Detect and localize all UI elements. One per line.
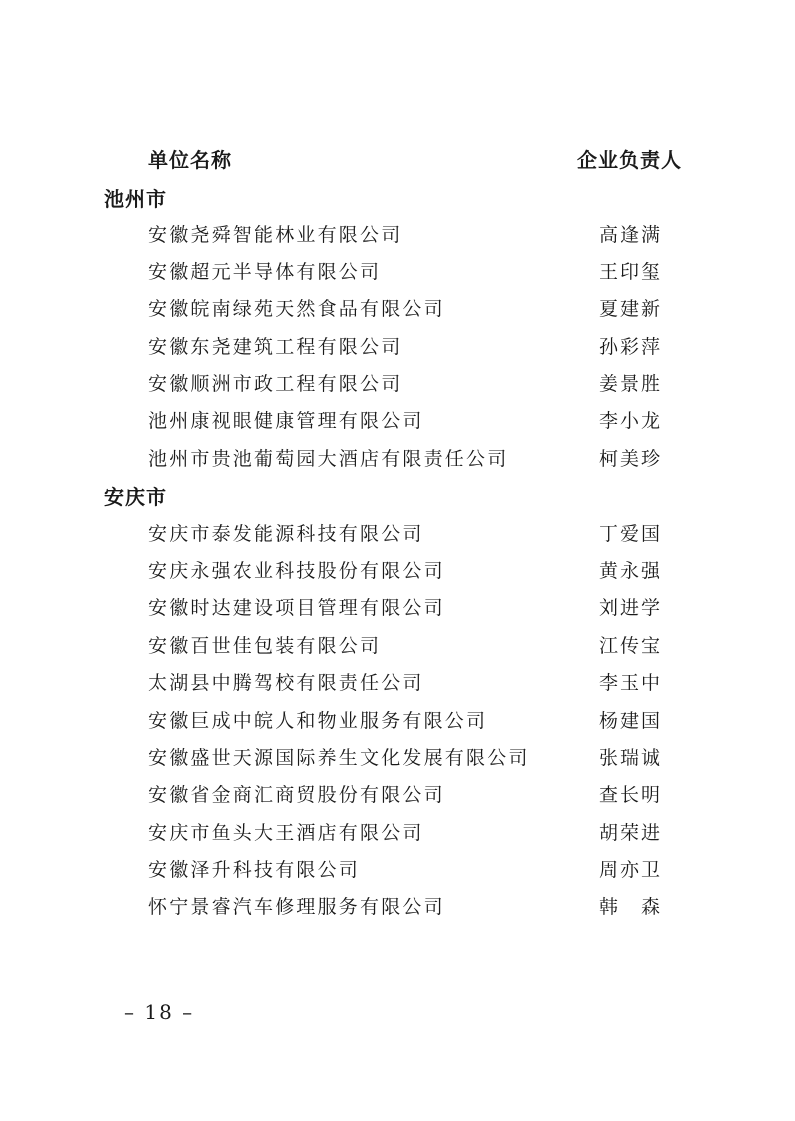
company-name: 安徽省金商汇商贸股份有限公司 xyxy=(148,784,445,806)
city-heading-anqing: 安庆市 xyxy=(104,485,167,509)
person-in-charge: 韩 森 xyxy=(599,896,663,918)
company-name: 安徽泽升科技有限公司 xyxy=(148,859,361,881)
table-row xyxy=(0,893,795,921)
person-in-charge: 孙彩萍 xyxy=(599,336,663,358)
company-name: 安庆永强农业科技股份有限公司 xyxy=(148,560,445,582)
person-in-charge: 丁爱国 xyxy=(599,523,663,545)
company-name: 安徽顺洲市政工程有限公司 xyxy=(148,373,403,395)
table-row xyxy=(0,520,795,548)
table-row xyxy=(0,781,795,809)
person-in-charge: 黄永强 xyxy=(599,560,663,582)
person-in-charge: 查长明 xyxy=(599,784,663,806)
page-number: – 18 – xyxy=(124,1000,195,1024)
table-row xyxy=(0,295,795,323)
table-row xyxy=(0,819,795,847)
person-in-charge: 柯美珍 xyxy=(599,448,663,470)
person-in-charge: 李小龙 xyxy=(599,410,663,432)
person-in-charge: 张瑞诚 xyxy=(599,747,663,769)
column-header-person-in-charge: 企业负责人 xyxy=(577,148,682,172)
person-in-charge: 姜景胜 xyxy=(599,373,663,395)
person-in-charge: 胡荣进 xyxy=(599,822,663,844)
person-in-charge: 江传宝 xyxy=(599,635,663,657)
table-row xyxy=(0,856,795,884)
table-row xyxy=(0,221,795,249)
table-row xyxy=(0,333,795,361)
city-heading-chizhou: 池州市 xyxy=(104,187,167,211)
table-row xyxy=(0,744,795,772)
table-row xyxy=(0,258,795,286)
table-row xyxy=(0,557,795,585)
column-header-unit-name: 单位名称 xyxy=(148,148,232,172)
person-in-charge: 刘进学 xyxy=(599,597,663,619)
table-row xyxy=(0,669,795,697)
table-row xyxy=(0,707,795,735)
company-name: 安徽东尧建筑工程有限公司 xyxy=(148,336,403,358)
person-in-charge: 杨建国 xyxy=(599,710,663,732)
company-name: 怀宁景睿汽车修理服务有限公司 xyxy=(148,896,445,918)
company-name: 安庆市泰发能源科技有限公司 xyxy=(148,523,424,545)
table-row xyxy=(0,632,795,660)
table-row xyxy=(0,370,795,398)
person-in-charge: 高逢满 xyxy=(599,224,663,246)
company-name: 安徽盛世天源国际养生文化发展有限公司 xyxy=(148,747,530,769)
company-name: 安徽尧舜智能林业有限公司 xyxy=(148,224,403,246)
person-in-charge: 王印玺 xyxy=(599,261,663,283)
company-name: 安庆市鱼头大王酒店有限公司 xyxy=(148,822,424,844)
company-name: 安徽巨成中皖人和物业服务有限公司 xyxy=(148,710,488,732)
person-in-charge: 周亦卫 xyxy=(599,859,663,881)
person-in-charge: 夏建新 xyxy=(599,298,663,320)
table-row xyxy=(0,407,795,435)
person-in-charge: 李玉中 xyxy=(599,672,663,694)
company-name: 太湖县中腾驾校有限责任公司 xyxy=(148,672,424,694)
company-name: 安徽皖南绿苑天然食品有限公司 xyxy=(148,298,445,320)
company-name: 池州市贵池葡萄园大酒店有限责任公司 xyxy=(148,448,509,470)
company-name: 安徽超元半导体有限公司 xyxy=(148,261,382,283)
company-name: 安徽时达建设项目管理有限公司 xyxy=(148,597,445,619)
table-row xyxy=(0,594,795,622)
company-name: 池州康视眼健康管理有限公司 xyxy=(148,410,424,432)
company-name: 安徽百世佳包装有限公司 xyxy=(148,635,382,657)
table-row xyxy=(0,445,795,473)
